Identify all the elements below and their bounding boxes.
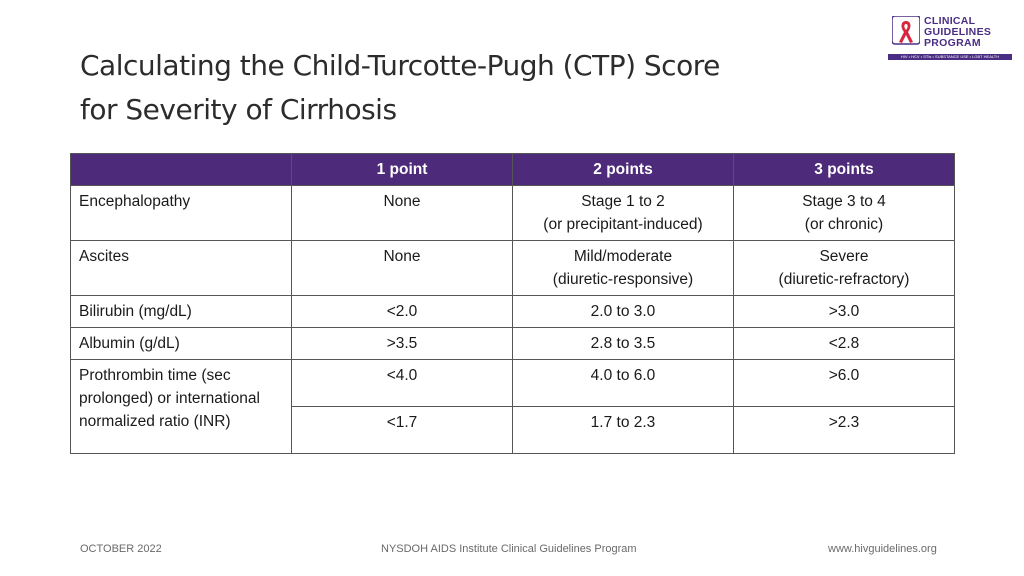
header-3-points: 3 points bbox=[734, 154, 955, 186]
logo-line-2: GUIDELINES bbox=[924, 26, 992, 38]
table-row-ascites bbox=[71, 241, 955, 296]
cell-2-points: 2.0 to 3.0 bbox=[513, 296, 734, 328]
title-line-1: Calculating the Child-Turcotte-Pugh (CTP) Score bbox=[80, 49, 720, 82]
cell-1-point: None bbox=[292, 186, 513, 241]
cell-1-point: >3.5 bbox=[292, 328, 513, 360]
cell-line: Severe bbox=[819, 248, 869, 265]
logo-line-3: PROGRAM bbox=[924, 37, 981, 49]
footer-url: www.hivguidelines.org bbox=[828, 543, 937, 555]
header-2-points: 2 points bbox=[513, 154, 734, 186]
table-row-albumin bbox=[71, 328, 955, 360]
table-header-row bbox=[71, 154, 955, 186]
row-label: Encephalopathy bbox=[71, 186, 292, 241]
cell-line: Stage 1 to 2 bbox=[581, 193, 665, 210]
footer-program: NYSDOH AIDS Institute Clinical Guidelines Program bbox=[381, 543, 637, 555]
cell-2-points: 1.7 to 2.3 bbox=[513, 407, 734, 454]
cell-line: (diuretic-responsive) bbox=[552, 271, 694, 288]
cell-3-points: >3.0 bbox=[734, 296, 955, 328]
cell-3-points: <2.8 bbox=[734, 328, 955, 360]
logo-wordmark bbox=[924, 16, 991, 49]
awareness-ribbon-icon bbox=[892, 16, 920, 52]
header-1-point: 1 point bbox=[292, 154, 513, 186]
logo-line-1: CLINICAL bbox=[924, 15, 976, 27]
cell-1-point: <4.0 bbox=[292, 360, 513, 407]
cell-2-points: 2.8 to 3.5 bbox=[513, 328, 734, 360]
row-label: Albumin (g/dL) bbox=[71, 328, 292, 360]
cell-3-points bbox=[734, 241, 955, 296]
cell-1-point: None bbox=[292, 241, 513, 296]
cell-2-points bbox=[513, 186, 734, 241]
cell-line: Stage 3 to 4 bbox=[802, 193, 886, 210]
cell-3-points bbox=[734, 186, 955, 241]
logo-tagline: HIV • HCV • STIs • SUBSTANCE USE • LGBT HEALTH bbox=[888, 54, 1012, 60]
header-blank-cell bbox=[71, 154, 292, 186]
table-row-bilirubin bbox=[71, 296, 955, 328]
footer-date: OCTOBER 2022 bbox=[80, 543, 162, 555]
cell-1-point: <2.0 bbox=[292, 296, 513, 328]
row-label: Prothrombin time (sec prolonged) or international normalized ratio (INR) bbox=[71, 360, 292, 454]
table-row-encephalopathy bbox=[71, 186, 955, 241]
cell-line: Mild/moderate bbox=[573, 248, 673, 265]
table-row-prothrombin-time bbox=[71, 360, 955, 407]
page-title bbox=[80, 44, 880, 132]
clinical-guidelines-logo bbox=[886, 14, 1014, 66]
row-label: Ascites bbox=[71, 241, 292, 296]
cell-1-point: <1.7 bbox=[292, 407, 513, 454]
cell-3-points: >2.3 bbox=[734, 407, 955, 454]
cell-3-points: >6.0 bbox=[734, 360, 955, 407]
title-line-2: for Severity of Cirrhosis bbox=[80, 93, 397, 126]
cell-line: (or chronic) bbox=[804, 216, 884, 233]
row-label: Bilirubin (mg/dL) bbox=[71, 296, 292, 328]
ctp-score-table bbox=[70, 153, 955, 454]
cell-2-points bbox=[513, 241, 734, 296]
cell-2-points: 4.0 to 6.0 bbox=[513, 360, 734, 407]
cell-line: (diuretic-refractory) bbox=[778, 271, 910, 288]
cell-line: (or precipitant-induced) bbox=[543, 216, 703, 233]
